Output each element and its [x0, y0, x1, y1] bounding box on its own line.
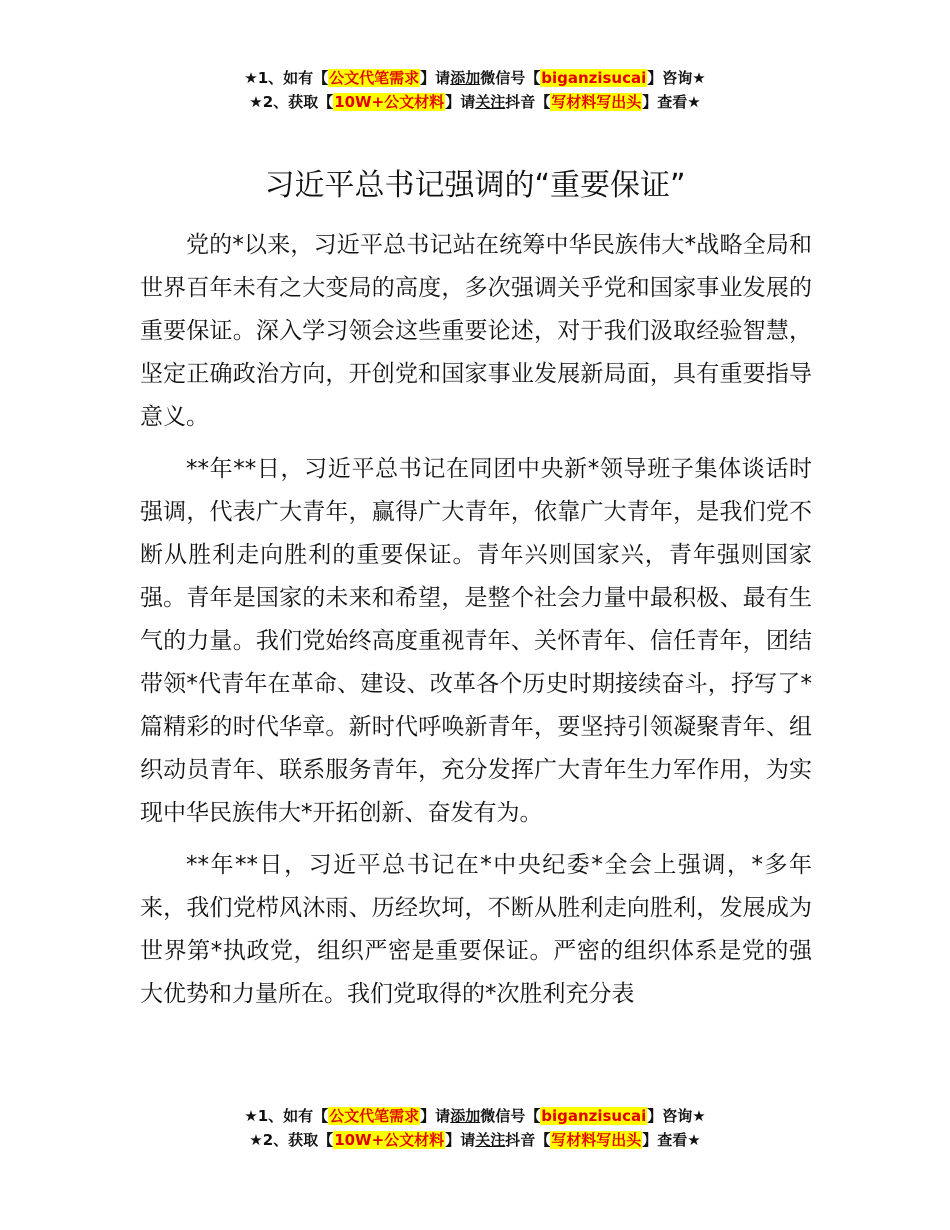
banner-highlight: 公文代笔需求 — [329, 69, 420, 87]
header-banner — [0, 66, 950, 114]
banner-underlined: 关注 — [475, 93, 506, 111]
banner-text: ★2、获取【 — [249, 1131, 334, 1149]
banner-line-2 — [0, 1128, 950, 1152]
banner-text: 】请 — [420, 69, 451, 87]
paragraph-2: **年**日，习近平总书记在同团中央新*领导班子集体谈话时强调，代表广大青年，赢得广大青年，依靠广大青年，是我们党不断从胜利走向胜利的重要保证。青年兴则国家兴，青年强则国家强。青年是国家的未来和希望，是整个社会力量中最积极、最有生气的力量。我们党始终高度重视青年、关怀青年、信任青年，团结带领*代青年在革命、建设、改革各个历史时期接续奋斗，抒写了*篇精彩的时代华章。新时代呼唤新青年，要坚持引领凝聚青年、组织动员青年、联系服务青年，充分发挥广大青年生力军作用，为实现中华民族伟大*开拓创新、奋发有为。 — [140, 456, 812, 826]
banner-line-2 — [0, 90, 950, 114]
banner-highlight: 10W+公文材料 — [334, 1131, 445, 1149]
banner-text: 】查看★ — [642, 93, 701, 111]
banner-line-1 — [0, 66, 950, 90]
banner-highlight: biganzisucai — [541, 1107, 647, 1125]
banner-text: 抖音【 — [505, 93, 551, 111]
banner-highlight: 10W+公文材料 — [334, 93, 445, 111]
banner-highlight: 写材料写出头 — [551, 1131, 642, 1149]
banner-underlined: 关注 — [475, 1131, 506, 1149]
banner-underlined: 添加 — [450, 1107, 481, 1125]
banner-underlined: 添加 — [450, 69, 481, 87]
banner-highlight: 公文代笔需求 — [329, 1107, 420, 1125]
document-title: 习近平总书记强调的“重要保证” — [264, 168, 686, 203]
banner-text: 微信号【 — [480, 1107, 541, 1125]
banner-text: 】请 — [420, 1107, 451, 1125]
banner-line-1 — [0, 1104, 950, 1128]
banner-text: 】请 — [445, 93, 476, 111]
banner-text: ★1、如有【 — [244, 1107, 329, 1125]
banner-highlight: biganzisucai — [541, 69, 647, 87]
footer-banner — [0, 1104, 950, 1152]
banner-text: 微信号【 — [480, 69, 541, 87]
banner-text: 】查看★ — [642, 1131, 701, 1149]
banner-highlight: 写材料写出头 — [551, 93, 642, 111]
banner-text: ★2、获取【 — [249, 93, 334, 111]
paragraph-1: 党的*以来，习近平总书记站在统筹中华民族伟大*战略全局和世界百年未有之大变局的高度，多次强调关乎党和国家事业发展的重要保证。深入学习领会这些重要论述，对于我们汲取经验智慧，坚定正确政治方向，开创党和国家事业发展新局面，具有重要指导意义。 — [140, 232, 812, 430]
banner-text: ★1、如有【 — [244, 69, 329, 87]
document-body — [140, 224, 812, 1025]
banner-text: 】咨询★ — [647, 1107, 706, 1125]
banner-text: 】咨询★ — [647, 69, 706, 87]
paragraph-3: **年**日，习近平总书记在*中央纪委*全会上强调，*多年来，我们党栉风沐雨、历经坎坷，不断从胜利走向胜利，发展成为世界第*执政党，组织严密是重要保证。严密的组织体系是党的强大优势和力量所在。我们党取得的*次胜利充分表 — [140, 852, 812, 1007]
banner-text: 抖音【 — [505, 1131, 551, 1149]
banner-text: 】请 — [445, 1131, 476, 1149]
